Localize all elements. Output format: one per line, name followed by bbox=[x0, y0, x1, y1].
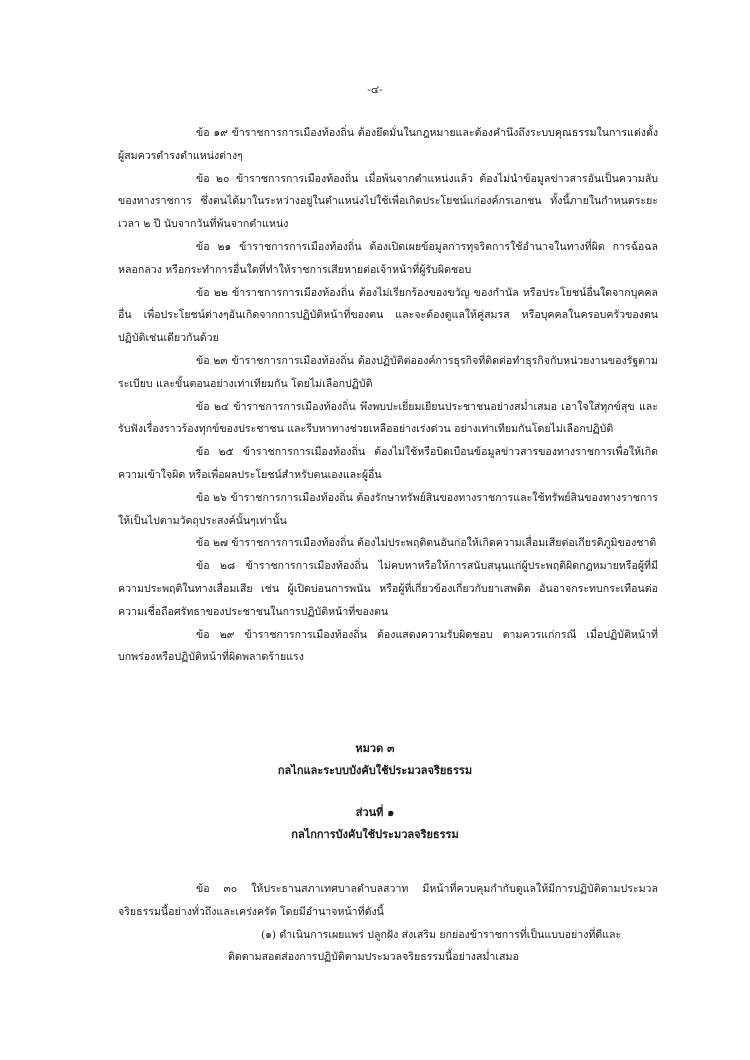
clause-20: ข้อ ๒๐ ข้าราชการการเมืองท้องถิ่น เมื่อพ้นจากตำแหน่งแล้ว ต้องไม่นำข้อมูลข่าวสารอันเป็นความลับของทางราชการ ซึ่งตนได้มาในระหว่างอยู่ในตำแหน่งไปใช้เพื่อเกิดประโยชน์แก่องค์กรเอกชน ทั้งนี้ภายในกำหนดระยะเวลา ๒ ปี นับจากวันที่พ้นจากตำแหน่ง bbox=[118, 172, 658, 231]
clause-28: ข้อ ๒๘ ข้าราชการการเมืองท้องถิ่น ไม่คบหาหรือให้การสนับสนุนแก่ผู้ประพฤติผิดกฎหมายหรือผู้ที่มีความประพฤติในทางเสื่อมเสีย เช่น ผู้เปิดบ่อนการพนัน หรือผู้ที่เกี่ยวข้องเกี่ยวกับยาเสพติด อันอาจกระทบกระเทือนต่อความเชื่อถือศรัทธาของประชาชนในการปฏิบัติหน้าที่ของตน bbox=[118, 560, 658, 618]
clause-23: ข้อ ๒๓ ข้าราชการการเมืองท้องถิ่น ต้องปฏิบัติต่อองค์การธุรกิจที่ติดต่อทำธุรกิจกับหน่วยงานของรัฐตามระเบียบ และขั้นตอนอย่างเท่าเทียมกัน โดยไม่เลือกปฏิบัติ bbox=[118, 354, 658, 390]
part-title: กลไกการบังคับใช้ประมวลจริยธรรม bbox=[291, 828, 459, 841]
clause-22: ข้อ ๒๒ ข้าราชการการเมืองท้องถิ่น ต้องไม่เรียกร้องของขวัญ ของกำนัล หรือประโยชน์อื่นใดจากบุคคลอื่น เพื่อประโยชน์ต่างๆอันเกิดจากการปฏิบัติหน้าที่ของตน และจะต้องดูแลให้คู่สมรส หรือบุคคลในครอบครัวของตนปฏิบัติเช่นเดียวกันด้วย bbox=[118, 286, 658, 345]
list-item bbox=[118, 924, 658, 970]
clause-30: ข้อ ๓๐ ให้ประธานสภาเทศบาลตำบลสวาท มีหน้าที่ควบคุมกำกับดูแลให้มีการปฏิบัติตามประมวลจริยธรรมนี้อย่างทั่วถึงและเคร่งครัด โดยมีอำนาจหน้าที่ดังนี้ bbox=[118, 883, 658, 918]
clause-19: ข้อ ๑๙ ข้าราชการการเมืองท้องถิ่น ต้องยึดมั่นในกฎหมายและต้องคำนึงถึงระบบคุณธรรมในการแต่งตั้งผู้สมควรดำรงตำแหน่งต่างๆ bbox=[118, 127, 658, 162]
page-number: -๔- bbox=[367, 83, 383, 96]
clause-21: ข้อ ๒๑ ข้าราชการการเมืองท้องถิ่น ต้องเปิดเผยข้อมูลการทุจริตการใช้อำนาจในทางที่ผิด การฉ้อฉล หลอกลวง หรือกระทำการอื่นใดที่ทำให้ราชการเสียหายต่อเจ้าหน้าที่ผู้รับผิดชอบ bbox=[118, 240, 658, 276]
clause-24: ข้อ ๒๔ ข้าราชการการเมืองท้องถิ่น พึงพบปะเยี่ยมเยียนประชาชนอย่างสม่ำเสมอ เอาใจใส่ทุกข์สุข และรับฟังเรื่องราวร้องทุกข์ของประชาชน และรีบหาทางช่วยเหลืออย่างเร่งด่วน อย่างเท่าเทียมกันโดยไม่เลือกปฏิบัติ bbox=[118, 400, 658, 436]
part-number: ส่วนที่ ๑ bbox=[355, 806, 395, 819]
chapter-number: หมวด ๓ bbox=[355, 742, 395, 755]
item-1-line2: ติดตามสอดส่องการปฏิบัติตามประมวลจริยธรรมนี้อย่างสม่ำเสมอ bbox=[228, 951, 519, 964]
clause-26: ข้อ ๒๖ ข้าราชการการเมืองท้องถิ่น ต้องรักษาทรัพย์สินของทางราชการและใช้ทรัพย์สินของทางราชการให้เป็นไปตามวัตถุประสงค์นั้นๆเท่านั้น bbox=[118, 491, 658, 527]
clauses-section bbox=[118, 122, 658, 669]
clause-29: ข้อ ๒๙ ข้าราชการการเมืองท้องถิ่น ต้องแสดงความรับผิดชอบ ตามควรแก่กรณี เมื่อปฏิบัติหน้าที่บกพร่องหรือปฏิบัติหน้าที่ผิดพลาดร้ายแรง bbox=[118, 628, 658, 664]
chapter-title: กลไกและระบบบังคับใช้ประมวลจริยธรรม bbox=[277, 764, 473, 777]
clause-30-section bbox=[118, 878, 658, 969]
item-1-line1: (๑) ดำเนินการเผยแพร่ ปลูกฝัง ส่งเสริม ยกย่องข้าราชการที่เป็นแบบอย่างที่ดีและ bbox=[261, 928, 622, 941]
chapter-headings bbox=[0, 738, 750, 846]
clause-25: ข้อ ๒๕ ข้าราชการการเมืองท้องถิ่น ต้องไม่ใช้หรือบิดเบือนข้อมูลข่าวสารของทางราชการเพื่อให้เกิดความเข้าใจผิด หรือเพื่อผลประโยชน์สำหรับตนเองและผู้อื่น bbox=[118, 446, 658, 481]
clause-27: ข้อ ๒๗ ข้าราชการการเมืองท้องถิ่น ต้องไม่ประพฤติตนอันก่อให้เกิดความเสื่อมเสียต่อเกียรติภูมิของชาติ bbox=[196, 537, 657, 550]
